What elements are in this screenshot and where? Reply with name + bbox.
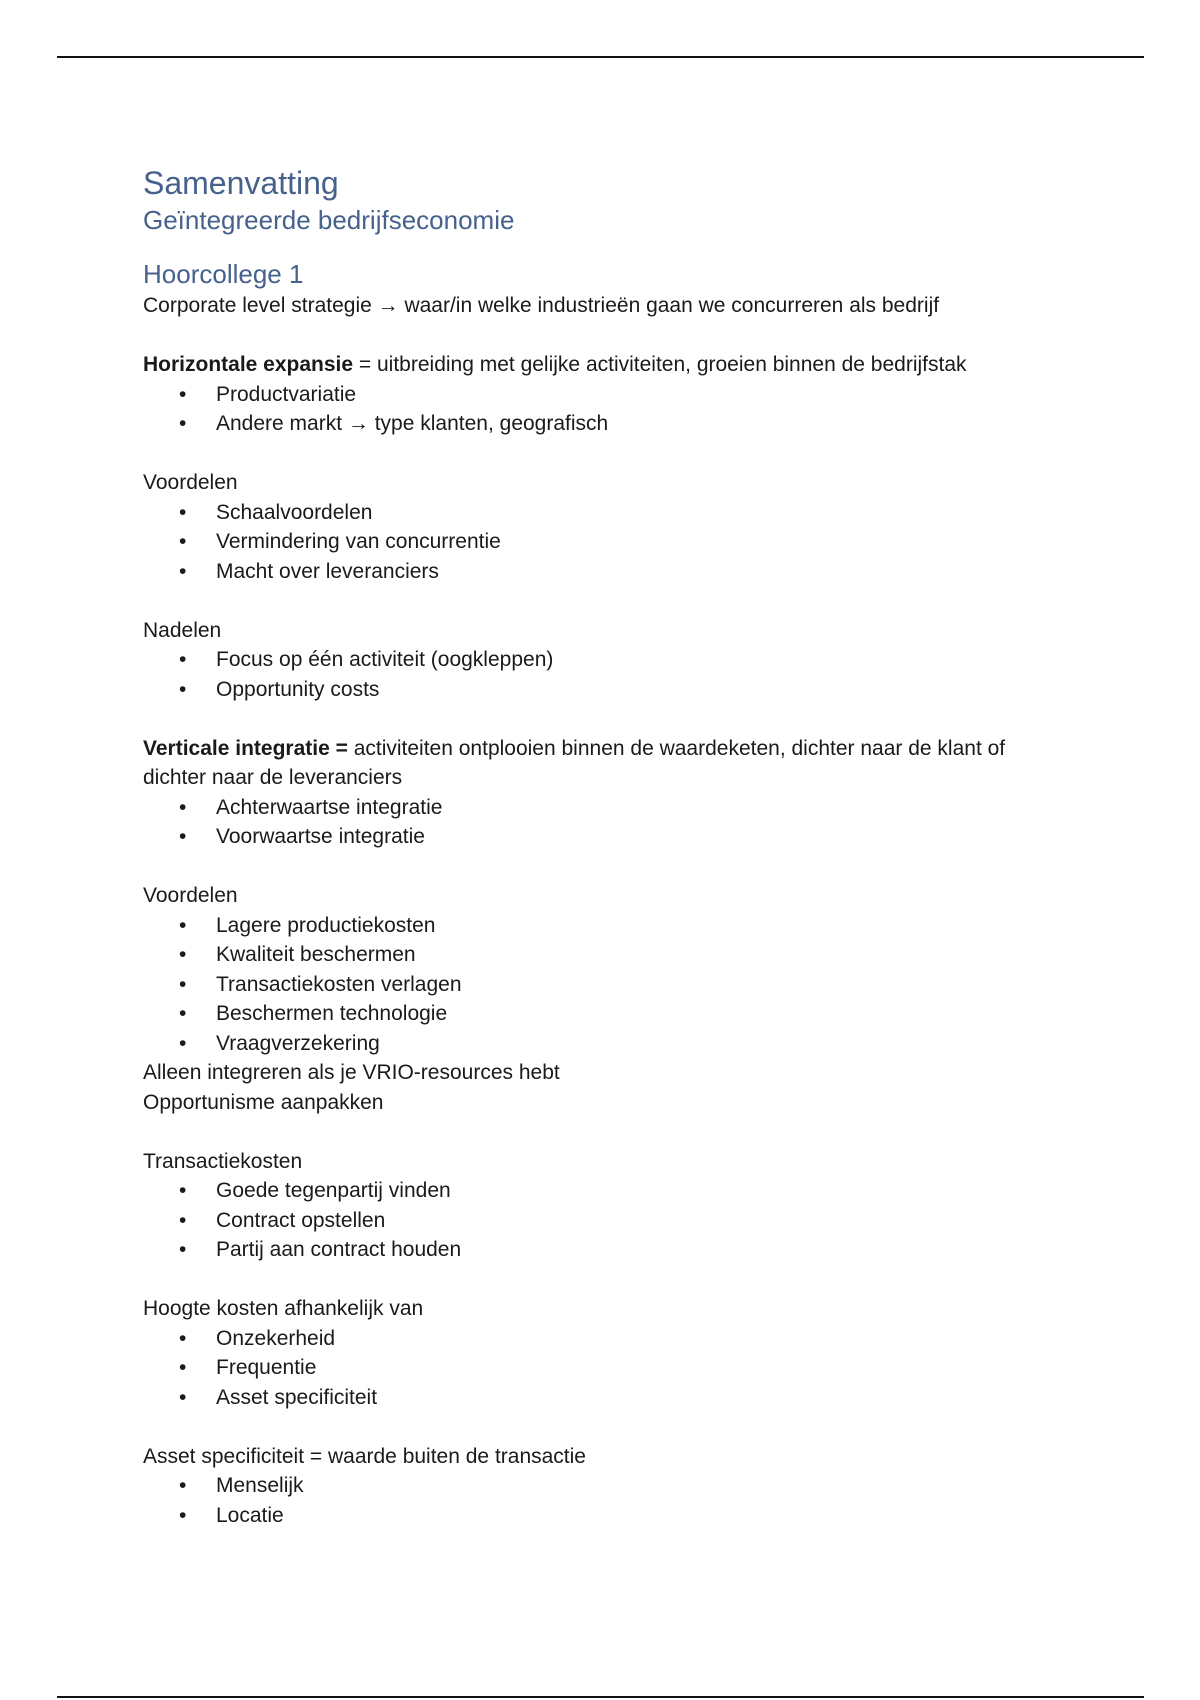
cost-factors-label: Hoogte kosten afhankelijk van xyxy=(143,1297,424,1320)
intro-paragraph: Corporate level strategie → waar/in welke industrieën gaan we concurreren als bedrijf xyxy=(143,294,940,317)
bullet-icon: • xyxy=(179,1031,187,1055)
horizontal-cons-label: Nadelen xyxy=(143,618,222,642)
list-item: • Partij aan contract houden xyxy=(143,1235,1063,1265)
vrio-note: Alleen integreren als je VRIO-resources hebt xyxy=(143,1061,560,1084)
vertical-pros-list xyxy=(143,911,1063,1059)
list-item: • Onzekerheid xyxy=(143,1324,1063,1354)
bullet-icon: • xyxy=(179,1385,187,1409)
bullet-icon: • xyxy=(179,972,187,996)
bullet-icon: • xyxy=(179,677,187,701)
list-item: • Beschermen technologie xyxy=(143,999,1063,1029)
list-item: • Focus op één activiteit (oogkleppen) xyxy=(143,645,1063,675)
horizontal-pros-label: Voordelen xyxy=(143,471,238,494)
bullet-icon: • xyxy=(179,913,187,937)
bullet-icon: • xyxy=(179,943,187,966)
list-item: • Schaalvoordelen xyxy=(143,498,1063,528)
lecture-heading: Hoorcollege 1 xyxy=(143,259,304,289)
list-item: • Menselijk xyxy=(143,1471,1063,1501)
vertical-list xyxy=(143,793,1063,852)
list-item: • Vraagverzekering xyxy=(143,1029,1063,1059)
bullet-icon: • xyxy=(179,1503,187,1527)
horizontal-definition xyxy=(143,350,1063,380)
document-subtitle: Geïntegreerde bedrijfseconomie xyxy=(143,205,515,235)
bullet-icon: • xyxy=(179,382,187,406)
bullet-icon: • xyxy=(179,795,187,819)
horizontal-pros-list xyxy=(143,498,1063,587)
document-title: Samenvatting xyxy=(143,165,339,201)
list-item: • Voorwaartse integratie xyxy=(143,822,1063,852)
opportunism-note: Opportunisme aanpakken xyxy=(143,1090,384,1114)
list-item: • Productvariatie xyxy=(143,380,1063,410)
bullet-icon: • xyxy=(179,825,187,848)
horizontal-definition-text: = uitbreiding met gelijke activiteiten, groeien binnen de bedrijfstak xyxy=(353,353,967,376)
transaction-costs-list xyxy=(143,1176,1063,1265)
list-item: • Macht over leveranciers xyxy=(143,557,1063,587)
horizontal-list xyxy=(143,380,1063,439)
footer-rule xyxy=(57,1696,1144,1698)
bullet-icon: • xyxy=(179,412,187,435)
bullet-icon: • xyxy=(179,559,187,583)
list-item: • Contract opstellen xyxy=(143,1206,1063,1236)
transaction-costs-label: Transactiekosten xyxy=(143,1149,303,1173)
list-item: • Locatie xyxy=(143,1501,1063,1531)
asset-specificity-list xyxy=(143,1471,1063,1530)
bullet-icon: • xyxy=(179,1474,187,1497)
list-item: • Lagere productiekosten xyxy=(143,911,1063,941)
bullet-icon: • xyxy=(179,1238,187,1261)
list-item: • Frequentie xyxy=(143,1353,1063,1383)
bullet-icon: • xyxy=(179,1002,187,1025)
asset-specificity-label: Asset specificiteit = waarde buiten de transactie xyxy=(143,1444,586,1468)
horizontal-term: Horizontale expansie xyxy=(143,353,354,376)
list-item: • Andere markt → type klanten, geografisch xyxy=(143,409,1063,439)
list-item: • Achterwaartse integratie xyxy=(143,793,1063,823)
bullet-icon: • xyxy=(179,500,187,524)
bullet-icon: • xyxy=(179,648,187,671)
cost-factors-list xyxy=(143,1324,1063,1413)
list-item: • Kwaliteit beschermen xyxy=(143,940,1063,970)
vertical-term: Verticale integratie = xyxy=(143,736,348,760)
list-item: • Vermindering van concurrentie xyxy=(143,527,1063,557)
list-item: • Transactiekosten verlagen xyxy=(143,970,1063,1000)
list-item: • Asset specificiteit xyxy=(143,1383,1063,1413)
horizontal-cons-list xyxy=(143,645,1063,704)
header-rule xyxy=(57,56,1144,58)
bullet-icon: • xyxy=(179,530,187,553)
vertical-pros-label: Voordelen xyxy=(143,884,238,907)
vertical-definition-text: activiteiten ontplooien binnen de waardeketen, dichter naar de klant of dichter naar de leveranciers xyxy=(143,736,1006,789)
bullet-icon: • xyxy=(179,1208,187,1232)
document-page xyxy=(143,163,1063,1530)
bullet-icon: • xyxy=(179,1179,187,1202)
bullet-icon: • xyxy=(179,1326,187,1350)
list-item: • Opportunity costs xyxy=(143,675,1063,705)
list-item: • Goede tegenpartij vinden xyxy=(143,1176,1063,1206)
bullet-icon: • xyxy=(179,1356,187,1379)
vertical-definition xyxy=(143,734,1063,793)
